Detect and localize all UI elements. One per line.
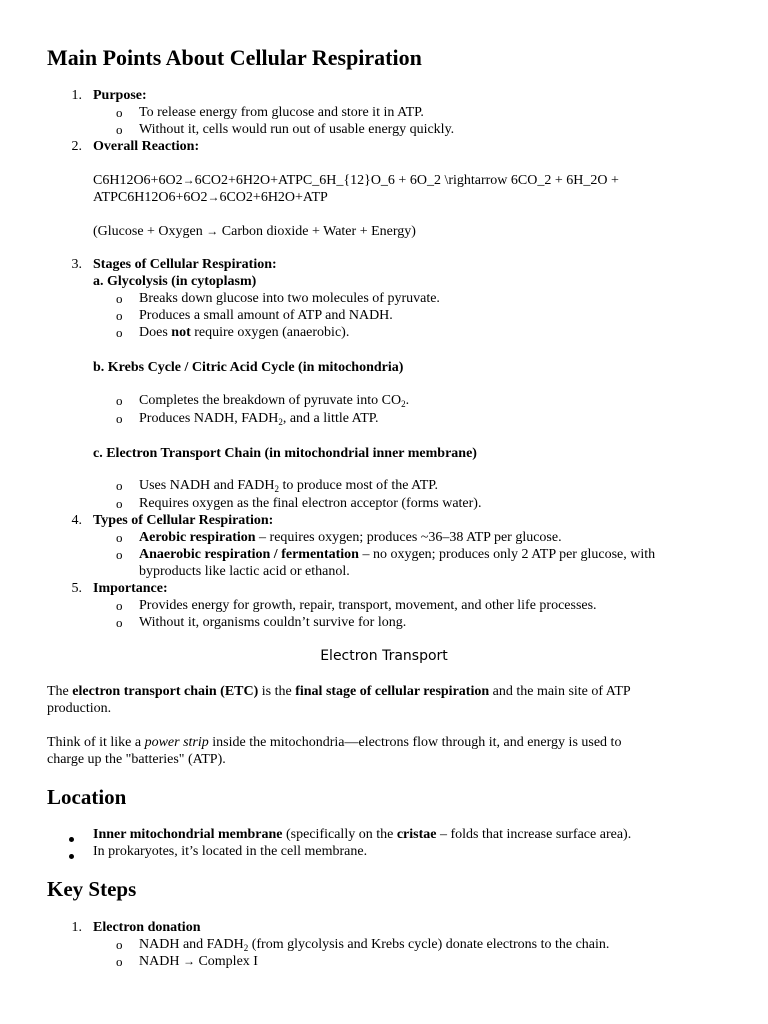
- text: Complex I: [198, 954, 258, 969]
- text: Does: [139, 325, 172, 340]
- text: – requires oxygen; produces ~36–38 ATP per glucose.: [255, 530, 562, 545]
- page-title: Main Points About Cellular Respiration: [47, 45, 422, 70]
- paragraph-line: charge up the "batteries" (ATP).: [47, 752, 226, 767]
- section-heading: Overall Reaction:: [93, 139, 200, 154]
- text: The: [47, 684, 73, 699]
- list-number: 5.: [71, 581, 82, 596]
- bullet-marker: o: [116, 496, 123, 511]
- bullet-marker: o: [116, 547, 123, 562]
- text: – no oxygen; produces only 2 ATP per glucose, with: [358, 547, 656, 562]
- list-number: 3.: [71, 257, 82, 272]
- text: – folds that increase surface area).: [436, 827, 632, 842]
- list-item: Produces a small amount of ATP and NADH.: [139, 308, 393, 323]
- paragraph-line: [47, 734, 621, 751]
- bullet-marker: o: [116, 393, 123, 408]
- section-heading: Types of Cellular Respiration:: [93, 513, 274, 528]
- list-number: 1.: [71, 920, 82, 935]
- subsection-heading: a. Glycolysis (in cytoplasm): [93, 274, 257, 289]
- text: .: [405, 393, 410, 408]
- emphasis: not: [171, 325, 191, 340]
- list-item: Without it, cells would run out of usable energy quickly.: [139, 122, 455, 137]
- term: electron transport chain (ETC): [72, 684, 259, 699]
- bullet-marker: o: [116, 411, 123, 426]
- list-number: 1.: [71, 88, 82, 103]
- bullet-dot-icon: [69, 830, 74, 847]
- text: Think of it like a: [47, 735, 145, 750]
- bullet-marker: o: [116, 122, 123, 137]
- arrow-icon: →: [182, 954, 195, 968]
- step-heading: Electron donation: [93, 920, 201, 935]
- list-item: Provides energy for growth, repair, transport, movement, and other life processes.: [139, 598, 597, 613]
- text: to produce most of the ATP.: [278, 478, 439, 493]
- list-number: 2.: [71, 139, 82, 154]
- text: (from glycolysis and Krebs cycle) donate electrons to the chain.: [248, 937, 610, 952]
- bullet-marker: o: [116, 291, 123, 306]
- list-item: Without it, organisms couldn’t survive for long.: [139, 615, 407, 630]
- text: is the: [258, 684, 296, 699]
- subsection-heading: c. Electron Transport Chain (in mitochondrial inner membrane): [93, 446, 477, 461]
- list-item: [139, 529, 562, 546]
- list-item: [139, 953, 258, 970]
- term: cristae: [396, 827, 437, 842]
- arrow-icon: →: [206, 224, 219, 238]
- term: final stage of cellular respiration: [295, 684, 490, 699]
- subscript: 2: [278, 417, 283, 427]
- text: Produces NADH, FADH: [139, 411, 279, 426]
- equation-products: 6CO2+6H2O+ATP: [219, 190, 328, 205]
- text: NADH and FADH: [139, 937, 244, 952]
- list-item: In prokaryotes, it’s located in the cell membrane.: [93, 844, 368, 859]
- list-item: [139, 546, 655, 563]
- section-heading: Importance:: [93, 581, 168, 596]
- equation-reactants: ATPC6H12O6+6O2: [93, 190, 208, 205]
- subsection-heading: b. Krebs Cycle / Citric Acid Cycle (in mitochondria): [93, 360, 404, 375]
- bullet-marker: o: [116, 954, 123, 969]
- bullet-marker: o: [116, 105, 123, 120]
- arrow-icon: →: [207, 190, 220, 204]
- section-heading: Purpose:: [93, 88, 147, 103]
- text: and the main site of ATP: [489, 684, 631, 699]
- equation-line: [93, 172, 619, 189]
- subscript: 2: [274, 484, 279, 494]
- bullet-marker: o: [116, 308, 123, 323]
- list-item: [139, 936, 609, 953]
- equation-words-left: (Glucose + Oxygen: [93, 224, 203, 239]
- list-number: 4.: [71, 513, 82, 528]
- list-item: [139, 410, 379, 427]
- paragraph-line: production.: [47, 701, 112, 716]
- equation-products: 6CO2+6H2O+ATPC_6H_{12}O_6 + 6O_2 \rightarrow 6CO_2 + 6H_2O +: [194, 173, 619, 188]
- bullet-marker: o: [116, 937, 123, 952]
- text: require oxygen (anaerobic).: [190, 325, 350, 340]
- list-item: Requires oxygen as the final electron acceptor (forms water).: [139, 496, 482, 511]
- term: Anaerobic respiration / fermentation: [139, 547, 359, 562]
- text: (specifically on the: [282, 827, 397, 842]
- text: Uses NADH and FADH: [139, 478, 275, 493]
- list-item: [93, 826, 631, 843]
- list-item: [139, 392, 409, 409]
- equation-reactants: C6H12O6+6O2: [93, 173, 183, 188]
- bullet-marker: o: [116, 478, 123, 493]
- text: , and a little ATP.: [282, 411, 379, 426]
- text: NADH: [139, 954, 180, 969]
- term: Inner mitochondrial membrane: [93, 827, 283, 842]
- section-heading: Stages of Cellular Respiration:: [93, 257, 277, 272]
- text: Completes the breakdown of pyruvate into CO: [139, 393, 402, 408]
- bullet-marker: o: [116, 598, 123, 613]
- emphasis: power strip: [144, 735, 209, 750]
- list-item: [139, 324, 349, 341]
- section-heading-key-steps: Key Steps: [47, 877, 137, 901]
- equation-words-right: Carbon dioxide + Water + Energy): [221, 224, 416, 239]
- bullet-marker: o: [116, 325, 123, 340]
- paragraph-line: [47, 683, 631, 700]
- subscript: 2: [401, 399, 406, 409]
- list-item: [139, 477, 438, 494]
- list-item: Breaks down glucose into two molecules of pyruvate.: [139, 291, 440, 306]
- list-item: To release energy from glucose and store it in ATP.: [139, 105, 424, 120]
- text: inside the mitochondria—electrons flow through it, and energy is used to: [208, 735, 622, 750]
- equation-words: [93, 223, 416, 240]
- term: Aerobic respiration: [139, 530, 256, 545]
- bullet-marker: o: [116, 530, 123, 545]
- section-title: Electron Transport: [320, 648, 448, 664]
- bullet-dot-icon: [69, 847, 74, 864]
- section-heading-location: Location: [47, 785, 127, 809]
- list-item-continuation: byproducts like lactic acid or ethanol.: [139, 564, 350, 579]
- arrow-icon: →: [182, 173, 195, 187]
- bullet-marker: o: [116, 615, 123, 630]
- equation-line: [93, 189, 328, 206]
- subscript: 2: [243, 943, 249, 953]
